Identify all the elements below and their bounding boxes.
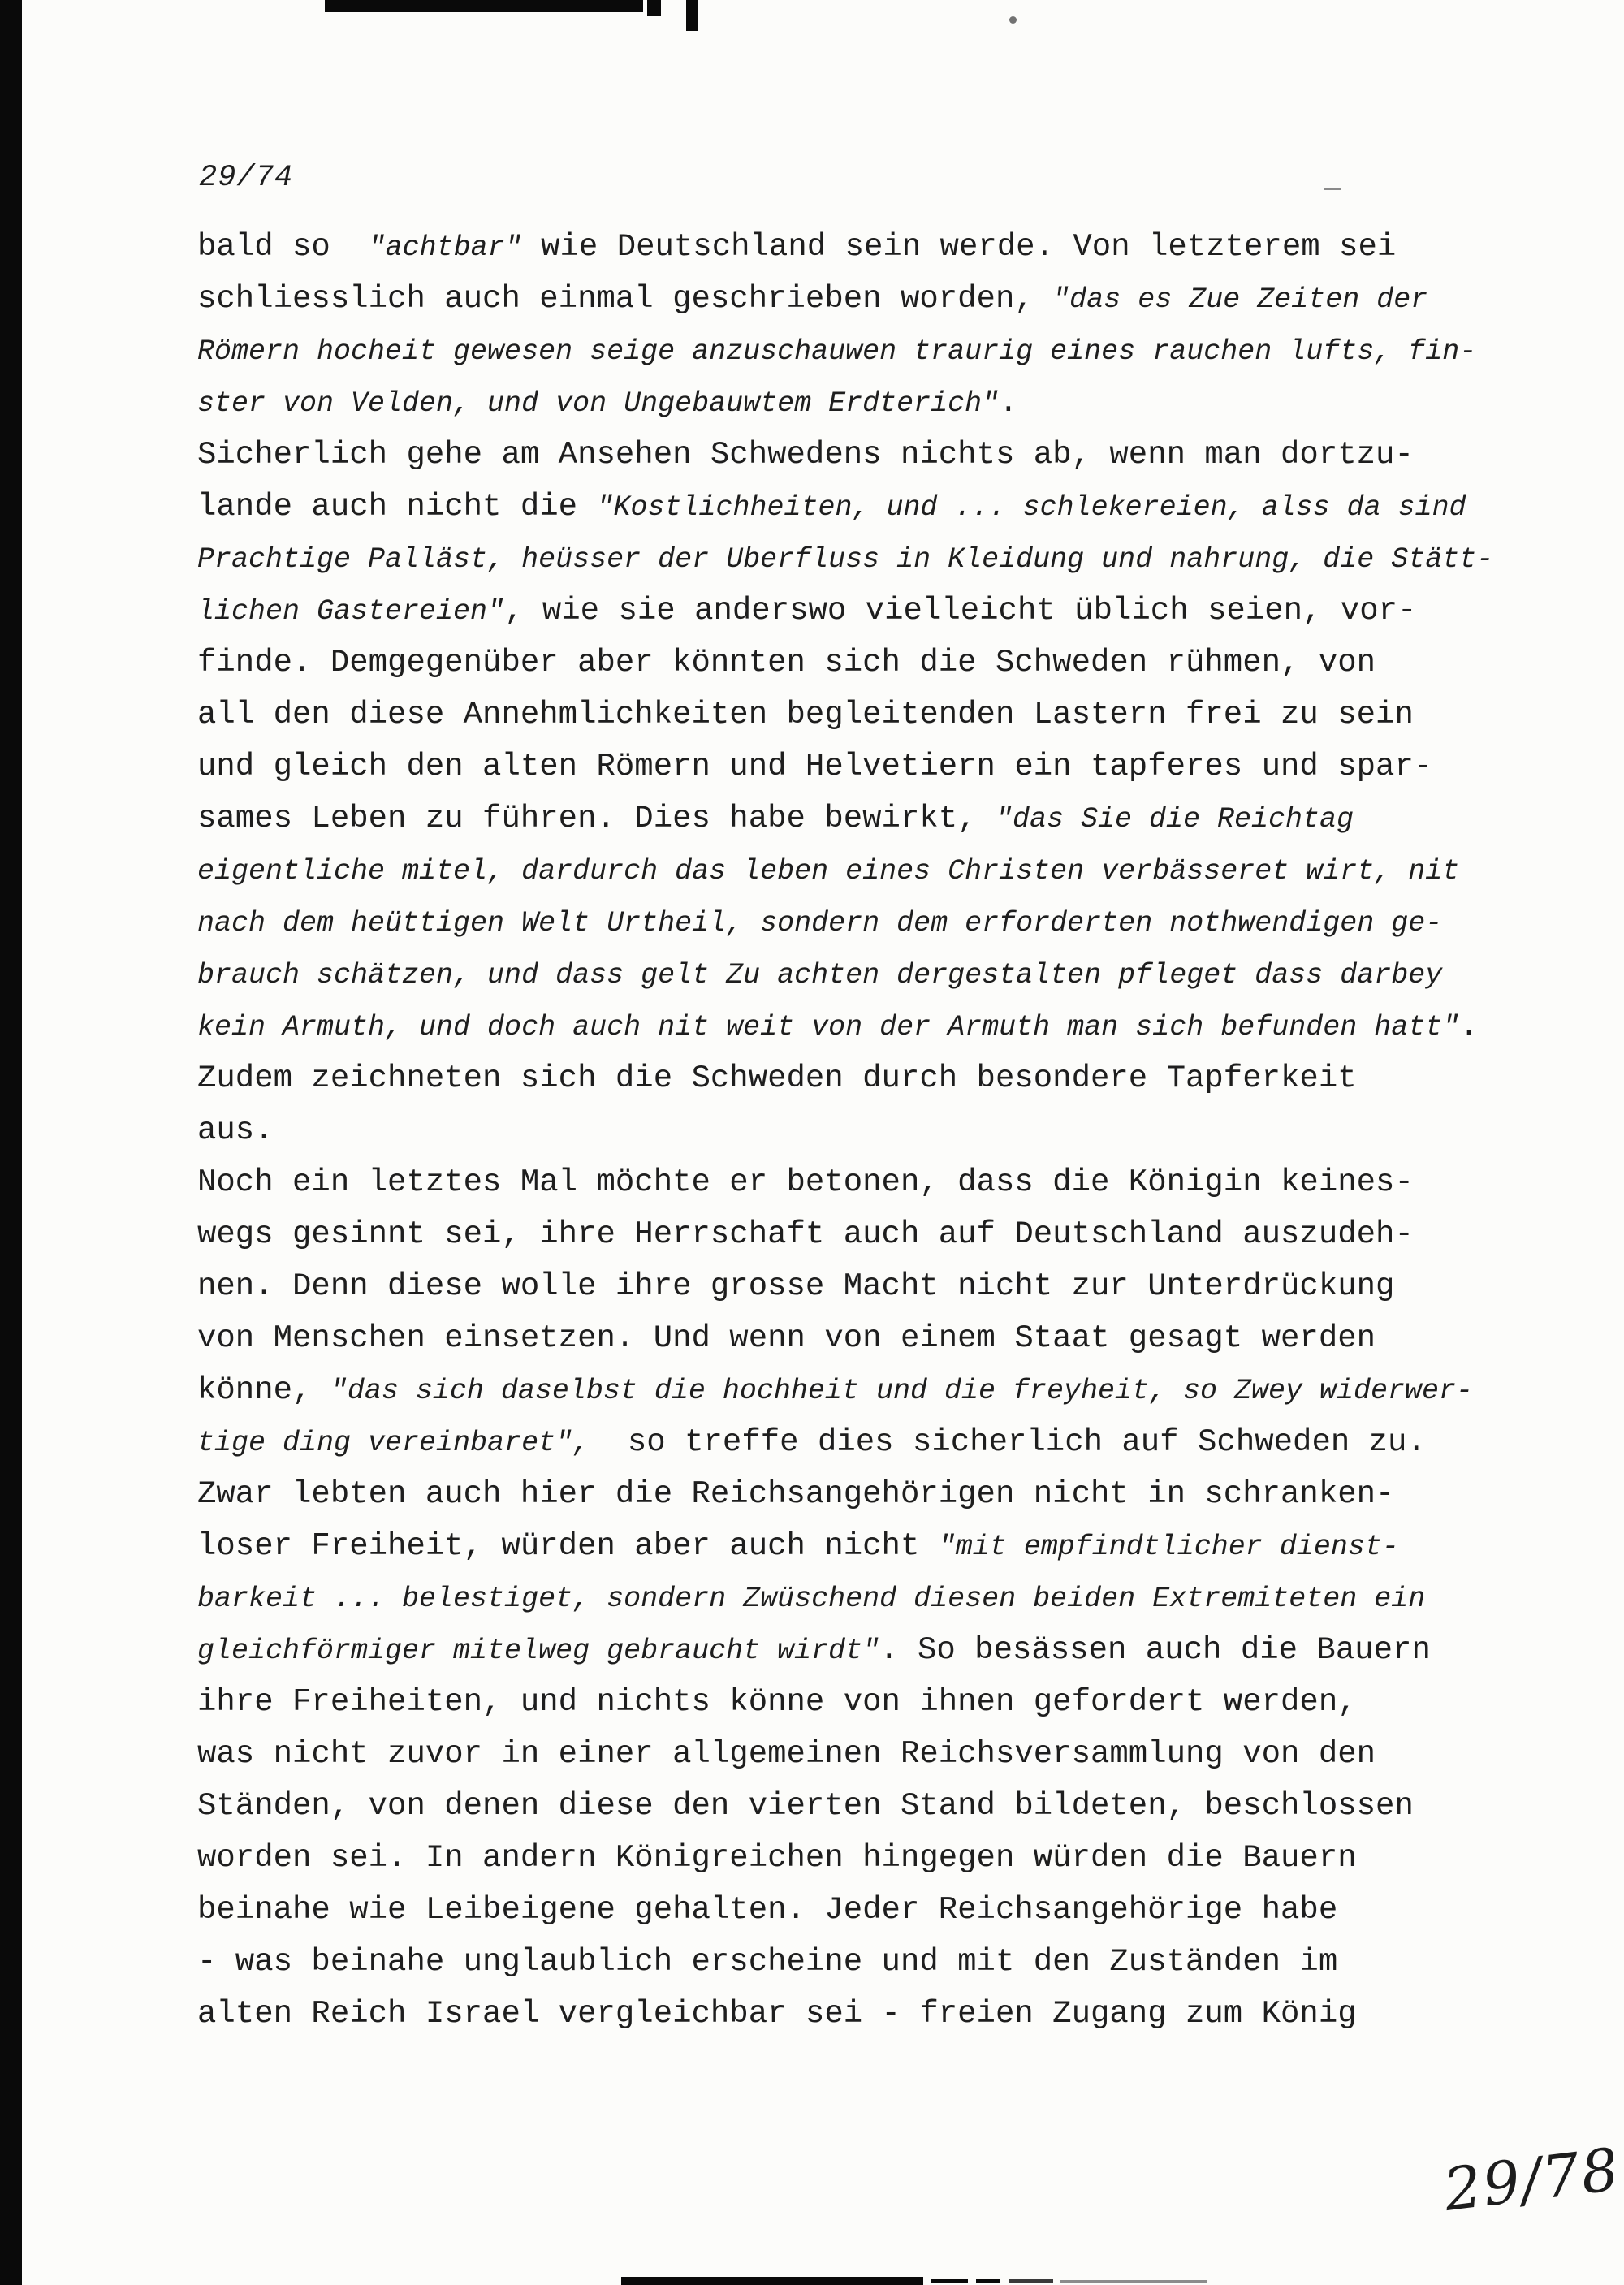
body-text: was nicht zuvor in einer allgemeinen Reichsversammlung von den <box>197 1736 1376 1772</box>
quoted-italic-text: "das Sie die Reichtag <box>995 803 1354 836</box>
text-line <box>197 429 1545 481</box>
text-line <box>197 689 1545 741</box>
page-number-header: 29/74 <box>199 161 294 195</box>
text-line <box>197 1416 1545 1468</box>
text-line <box>197 793 1545 844</box>
body-text: Zwar lebten auch hier die Reichsangehörigen nicht in schranken- <box>197 1476 1395 1512</box>
text-line <box>197 481 1545 533</box>
scan-artifact-top-bar-2 <box>647 0 661 16</box>
quoted-italic-text: brauch schätzen, und dass gelt Zu achten dergestalten pfleget dass darbey <box>197 959 1443 991</box>
body-text: Sicherlich gehe am Ansehen Schwedens nichts ab, wenn man dortzu- <box>197 437 1414 473</box>
text-line <box>197 1624 1545 1676</box>
scan-artifact-bottom-line <box>1060 2280 1207 2283</box>
scan-artifact-bottom-bar <box>621 2277 923 2285</box>
body-text: sames Leben zu führen. Dies habe bewirkt, <box>197 801 996 836</box>
body-text: ihre Freiheiten, und nichts könne von ihnen gefordert werden, <box>197 1684 1357 1720</box>
text-line <box>197 1312 1545 1364</box>
body-text: Ständen, von denen diese den vierten Stand bildeten, beschlossen <box>197 1788 1414 1824</box>
text-line <box>197 1520 1545 1572</box>
text-line <box>197 1468 1545 1520</box>
scan-artifact-dot <box>1009 16 1017 24</box>
body-text: loser Freiheit, würden aber auch nicht <box>197 1528 939 1564</box>
body-text: Zudem zeichneten sich die Schweden durch besondere Tapferkeit <box>197 1060 1357 1096</box>
text-line <box>197 1676 1545 1728</box>
text-line <box>197 1988 1545 2040</box>
quoted-italic-text: tige ding vereinbaret", <box>197 1427 590 1459</box>
quoted-italic-text: Römern hocheit gewesen seige anzuschauwen traurig eines rauchen lufts, fin- <box>197 335 1477 368</box>
text-line <box>197 1364 1545 1416</box>
text-line <box>197 637 1545 689</box>
body-text: . So besässen auch die Bauern <box>879 1632 1431 1668</box>
body-text: nen. Denn diese wolle ihre grosse Macht nicht zur Unterdrückung <box>197 1268 1395 1304</box>
body-text: Noch ein letztes Mal möchte er betonen, dass die Königin keines- <box>197 1164 1414 1200</box>
scan-artifact-bottom-dash <box>931 2279 968 2283</box>
quoted-italic-text: nach dem heüttigen Welt Urtheil, sondern dem erforderten nothwendigen ge- <box>197 907 1443 939</box>
body-text: , wie sie anderswo vielleicht üblich seien, vor- <box>504 593 1417 628</box>
text-line <box>197 221 1545 273</box>
body-text: könne, <box>197 1372 330 1408</box>
body-text: beinahe wie Leibeigene gehalten. Jeder Reichsangehörige habe <box>197 1892 1338 1928</box>
quoted-italic-text: lichen Gastereien" <box>197 595 505 628</box>
text-line <box>197 844 1545 896</box>
text-line <box>197 741 1545 793</box>
quoted-italic-text: gleichförmiger mitelweg gebraucht wirdt" <box>197 1635 880 1667</box>
scan-artifact-left-bar <box>0 0 22 2285</box>
scan-artifact-top-bar <box>325 0 643 12</box>
text-line <box>197 1000 1545 1052</box>
text-line <box>197 948 1545 1000</box>
body-text: all den diese Annehmlichkeiten begleitenden Lastern frei zu sein <box>197 697 1414 732</box>
text-line <box>197 377 1545 429</box>
body-text: schliesslich auch einmal geschrieben worden, <box>197 281 1053 317</box>
scan-artifact-top-tick <box>686 0 698 31</box>
quoted-italic-text: "achtbar" <box>368 231 522 264</box>
text-line <box>197 325 1545 377</box>
text-line <box>197 1936 1545 1988</box>
body-text: . <box>999 385 1018 421</box>
body-text: worden sei. In andern Königreichen hingegen würden die Bauern <box>197 1840 1357 1876</box>
quoted-italic-text: barkeit ... belestiget, sondern Zwüschend diesen beiden Extremiteten ein <box>197 1583 1426 1615</box>
text-line <box>197 533 1545 585</box>
body-text: wie Deutschland sein werde. Von letzterem sei <box>521 229 1397 265</box>
body-text: bald so <box>197 229 369 265</box>
handwritten-page-number: 29/78 <box>1440 2135 1624 2224</box>
quoted-italic-text: ster von Velden, und von Ungebauwtem Erdterich" <box>197 387 1000 420</box>
body-text: - was beinahe unglaublich erscheine und mit den Zuständen im <box>197 1944 1338 1980</box>
text-line <box>197 1728 1545 1780</box>
scan-artifact-bottom-dash <box>1009 2279 1053 2283</box>
body-text: finde. Demgegenüber aber könnten sich die Schweden rühmen, von <box>197 645 1376 680</box>
body-text: so treffe dies sicherlich auf Schweden zu. <box>590 1424 1426 1460</box>
text-line <box>197 273 1545 325</box>
scan-artifact-header-dash <box>1324 188 1341 190</box>
quoted-italic-text: Prachtige Palläst, heüsser der Uberfluss in Kleidung und nahrung, die Stätt- <box>197 543 1494 576</box>
body-text: lande auch nicht die <box>197 489 597 525</box>
body-text: und gleich den alten Römern und Helvetiern ein tapferes und spar- <box>197 749 1433 784</box>
body-text: von Menschen einsetzen. Und wenn von einem Staat gesagt werden <box>197 1320 1376 1356</box>
text-line <box>197 1156 1545 1208</box>
text-line <box>197 1572 1545 1624</box>
text-line <box>197 1208 1545 1260</box>
quoted-italic-text: eigentliche mitel, dardurch das leben eines Christen verbässeret wirt, nit <box>197 855 1460 888</box>
body-text: alten Reich Israel vergleichbar sei - freien Zugang zum König <box>197 1996 1357 2032</box>
text-line <box>197 585 1545 637</box>
text-line <box>197 1104 1545 1156</box>
quoted-italic-text: "Kostlichheiten, und ... schlekereien, alss da sind <box>596 491 1466 524</box>
quoted-italic-text: "das es Zue Zeiten der <box>1052 283 1428 316</box>
quoted-italic-text: "mit empfindtlicher dienst- <box>938 1531 1399 1563</box>
text-line <box>197 896 1545 948</box>
text-line <box>197 1260 1545 1312</box>
body-text: aus. <box>197 1112 274 1148</box>
scan-artifact-bottom-dash <box>976 2279 1000 2283</box>
text-line <box>197 1832 1545 1884</box>
quoted-italic-text: kein Armuth, und doch auch nit weit von der Armuth man sich befunden hatt" <box>197 1011 1460 1043</box>
body-text: . <box>1459 1009 1479 1044</box>
text-line <box>197 1052 1545 1104</box>
quoted-italic-text: "das sich daselbst die hochheit und die freyheit, so Zwey widerwer- <box>330 1375 1474 1407</box>
document-body <box>197 221 1545 2040</box>
body-text: wegs gesinnt sei, ihre Herrschaft auch auf Deutschland auszudeh- <box>197 1216 1414 1252</box>
text-line <box>197 1884 1545 1936</box>
text-line <box>197 1780 1545 1832</box>
